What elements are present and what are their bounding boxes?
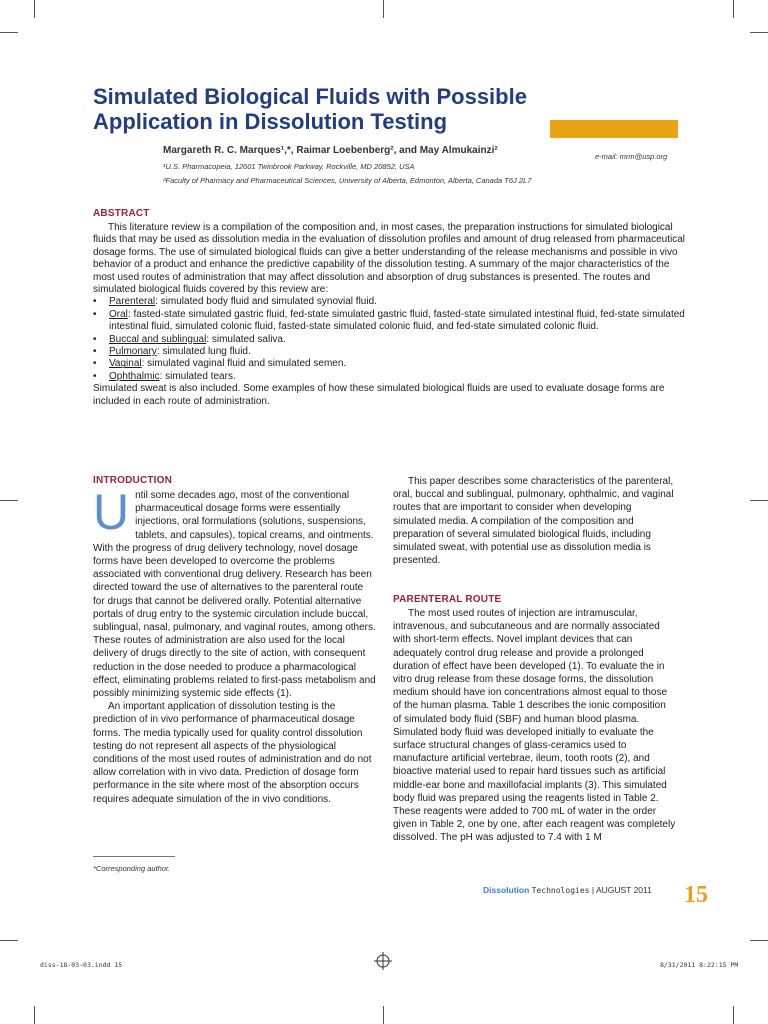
route-fluids: : simulated body fluid and simulated synovial fluid. [155, 296, 377, 308]
abstract [93, 222, 688, 408]
route-name: Buccal and sublingual [109, 333, 207, 345]
intro-paragraph-1 [93, 484, 376, 700]
journal-name: Dissolution [483, 885, 530, 895]
slug-file-name: diss-18-03-03.indd 15 [40, 961, 123, 969]
article-title: Simulated Biological Fluids with Possible Application in Dissolution Testing [93, 84, 527, 134]
crop-mark [733, 1006, 734, 1024]
registration-mark-icon [374, 952, 392, 970]
footer-separator: | [591, 885, 595, 895]
crop-mark [383, 1006, 384, 1024]
abstract-heading: ABSTRACT [93, 208, 150, 219]
intro-paragraph-2: An important application of dissolution testing is the prediction of in vivo performance of pharmaceutical dosage forms. The media typically used for quality control dissolution testing do not represent all aspects of the physiological conditions of the most used routes of administration and do not allow correlation with in vivo data. Prediction of dosage form performance in the site where most of the absorption occurs requires adequate simulation of the in vivo conditions. [93, 701, 372, 805]
route-fluids: : fasted-state simulated gastric fluid, fed-state simulated gastric fluid, fasted-state simulated intestinal fluid, fed-state simulated intestinal fluid, simulated colonic fluid, fasted-state simulated colonic fluid, and fed-state simulated colonic fluid. [109, 308, 685, 333]
abstract-intro: This literature review is a compilation of the composition and, in most cases, the preparation instructions for simulated biological fluids that may be used as dissolution media in the evaluation of dissolution profiles and amount of drug released from pharmaceutical dosage forms. The use of simulated biological fluids can give a better understanding of the release mechanisms and possible in vivo behavior of a product and enhance the predictive capability of the dissolution testing. A summary of the major characteristics of the most used routes of administration that may affect dissolution and absorption of drug substances is presented. The routes and simulated biological fluids covered by this review are: [93, 222, 686, 296]
list-item [93, 371, 688, 383]
page-number: 15 [684, 882, 708, 908]
bullet-icon: • [93, 370, 97, 382]
accent-bar [550, 120, 678, 138]
parenteral-heading: PARENTERAL ROUTE [393, 594, 502, 605]
crop-mark [0, 940, 18, 941]
list-item [93, 309, 688, 334]
route-name: Vaginal [109, 358, 142, 370]
crop-mark [750, 500, 768, 501]
crop-mark [0, 500, 18, 501]
bullet-icon: • [93, 333, 97, 345]
parenteral-paragraph: The most used routes of injection are intramuscular, intravenous, and subcutaneous and are normally associated with short-term effects. Novel implant devices that can adequately control drug release and provide a prolonged duration of effect have been developed (1). To evaluate the in vitro drug release from these dosage forms, the dissolution medium should have ion concentrations almost equal to those of the human plasma. Table 1 describes the ionic composition of simulated body fluid (SBF) and human blood plasma. Simulated body fluid was developed initially to evaluate the surface structural changes of glass-ceramics used to manufacture artificial vertebrae, ileum, tooth roots (2), and bioactive material used to repair hard tissues such as artificial middle-ear bone and maxillofacial implants (3). This simulated body fluid was prepared using the reagents listed in Table 2. These reagents were added to 700 mL of water in the order given in Table 2, one by one, after each reagent was completely dissolved. The pH was adjusted to 7.4 with 1 M [393, 608, 676, 844]
bullet-icon: • [93, 296, 97, 308]
bullet-icon: • [93, 358, 97, 370]
right-column-top [393, 475, 676, 567]
running-footer [483, 885, 652, 895]
crop-mark [750, 32, 768, 33]
route-fluids: : simulated vaginal fluid and simulated semen. [141, 358, 347, 370]
contact-email: e-mail: mrm@usp.org [595, 152, 668, 161]
list-item [93, 358, 688, 370]
route-fluids: : simulated lung fluid. [156, 346, 251, 358]
list-item [93, 296, 688, 308]
author-list: Margareth R. C. Marques¹,*, Raimar Loebenberg², and May Almukainzi² [163, 145, 498, 156]
crop-mark [383, 0, 384, 18]
footnote: *Corresponding author. [93, 864, 171, 873]
crop-mark [750, 940, 768, 941]
route-name: Oral [109, 308, 128, 320]
abstract-closing: Simulated sweat is also included. Some examples of how these simulated biological fluids are used to evaluate dosage forms are included in each route of administration. [93, 383, 665, 407]
list-item [93, 334, 688, 346]
affiliation-2: ²Faculty of Pharmacy and Pharmaceutical Sciences, University of Alberta, Edmonton, Alberta, Canada T6J 2L7 [163, 176, 532, 185]
route-name: Parenteral [109, 296, 156, 308]
slug-timestamp: 8/31/2011 8:22:15 PM [660, 961, 739, 969]
journal-name-suffix: Technologies [531, 886, 590, 895]
scope-paragraph: This paper describes some characteristics of the parenteral, oral, buccal and sublingual, pulmonary, ophthalmic, and vaginal routes that are important to consider when developing simulated media. A compilation of the composition and preparation of several simulated biological fluids, including simulated sweat, with potential use as dissolution media is presented. [393, 476, 674, 567]
footnote-rule [93, 856, 175, 857]
drop-cap: U [93, 484, 130, 540]
route-list [93, 296, 688, 383]
route-fluids: : simulated tears. [159, 370, 236, 382]
issue-date: AUGUST 2011 [595, 885, 652, 895]
crop-mark [34, 0, 35, 18]
list-item [93, 346, 688, 358]
intro-paragraph-1-text: ntil some decades ago, most of the conventional pharmaceutical dosage forms were essentially injections, oral formulations (solutions, suspensions, tablets, and capsules), topical creams, and ointments. With the progress of drug delivery technology, novel dosage forms have been developed to overcome the problems associated with conventional drug delivery. Research has been directed toward the use of alternatives to the parenteral route for drugs that cannot be delivered orally. Potential alternative portals of drug entry to the systemic circulation include buccal, sublingual, nasal, pulmonary, and vaginal routes, among others. These routes of administration are also used for the local delivery of drugs directly to the site of action, with consequent reduction in the dose needed to produce a pharmacological effect, eliminating problems related to first-pass metabolism and possibly minimizing systemic side effects (1). [93, 490, 376, 700]
route-name: Pulmonary [109, 346, 157, 358]
bullet-icon: • [93, 308, 97, 320]
bullet-icon: • [93, 346, 97, 358]
route-fluids: : simulated saliva. [206, 333, 286, 345]
introduction-heading: INTRODUCTION [93, 475, 173, 486]
crop-mark [0, 32, 18, 33]
left-column [93, 484, 376, 806]
right-column-body [393, 607, 676, 845]
crop-mark [34, 1006, 35, 1024]
crop-mark [733, 0, 734, 18]
affiliation-1: ¹U.S. Pharmacopeia, 12601 Twinbrook Parkway, Rockville, MD 20852, USA [163, 162, 415, 171]
route-name: Ophthalmic [109, 370, 160, 382]
